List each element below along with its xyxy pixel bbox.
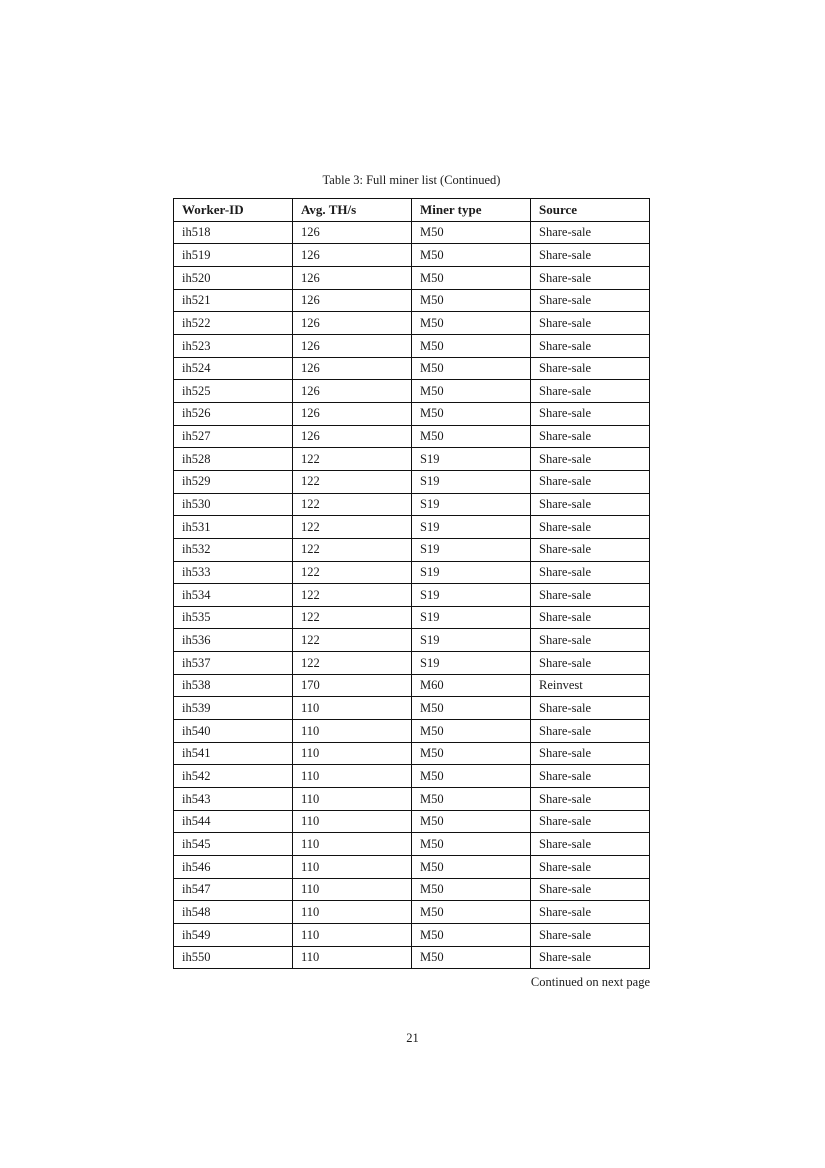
cell-miner-type: M50 <box>412 901 531 924</box>
table-row <box>174 289 650 312</box>
cell-worker-id: ih529 <box>174 470 293 493</box>
cell-source: Share-sale <box>531 765 650 788</box>
cell-miner-type: S19 <box>412 493 531 516</box>
cell-worker-id: ih521 <box>174 289 293 312</box>
cell-source: Share-sale <box>531 266 650 289</box>
cell-miner-type: M50 <box>412 856 531 879</box>
table-row <box>174 448 650 471</box>
table-row <box>174 425 650 448</box>
table-row <box>174 221 650 244</box>
cell-source: Share-sale <box>531 720 650 743</box>
continued-note: Continued on next page <box>530 975 650 989</box>
cell-source: Share-sale <box>531 833 650 856</box>
miner-table <box>173 198 650 969</box>
cell-avg-ths: 110 <box>293 720 412 743</box>
cell-worker-id: ih530 <box>174 493 293 516</box>
cell-miner-type: M50 <box>412 810 531 833</box>
cell-avg-ths: 122 <box>293 652 412 675</box>
cell-source: Share-sale <box>531 856 650 879</box>
table-row <box>174 470 650 493</box>
cell-avg-ths: 122 <box>293 448 412 471</box>
cell-miner-type: M50 <box>412 312 531 335</box>
cell-avg-ths: 122 <box>293 606 412 629</box>
cell-worker-id: ih524 <box>174 357 293 380</box>
cell-worker-id: ih537 <box>174 652 293 675</box>
table-row <box>174 606 650 629</box>
table-row <box>174 856 650 879</box>
cell-miner-type: S19 <box>412 516 531 539</box>
cell-worker-id: ih527 <box>174 425 293 448</box>
table-row <box>174 266 650 289</box>
table-row <box>174 493 650 516</box>
header-miner-type: Miner type <box>412 199 531 222</box>
cell-worker-id: ih548 <box>174 901 293 924</box>
cell-source: Reinvest <box>531 674 650 697</box>
cell-source: Share-sale <box>531 312 650 335</box>
cell-source: Share-sale <box>531 584 650 607</box>
cell-worker-id: ih526 <box>174 402 293 425</box>
cell-avg-ths: 110 <box>293 765 412 788</box>
cell-source: Share-sale <box>531 901 650 924</box>
cell-source: Share-sale <box>531 606 650 629</box>
table-row <box>174 380 650 403</box>
cell-worker-id: ih543 <box>174 788 293 811</box>
cell-miner-type: M50 <box>412 765 531 788</box>
cell-worker-id: ih522 <box>174 312 293 335</box>
table-row <box>174 765 650 788</box>
cell-miner-type: S19 <box>412 652 531 675</box>
table-row <box>174 629 650 652</box>
cell-avg-ths: 122 <box>293 584 412 607</box>
table-body <box>174 221 650 969</box>
cell-miner-type: M50 <box>412 742 531 765</box>
cell-source: Share-sale <box>531 380 650 403</box>
cell-miner-type: M50 <box>412 878 531 901</box>
cell-avg-ths: 122 <box>293 538 412 561</box>
table-row <box>174 901 650 924</box>
header-avg-ths: Avg. TH/s <box>293 199 412 222</box>
cell-miner-type: M50 <box>412 334 531 357</box>
cell-avg-ths: 126 <box>293 289 412 312</box>
cell-source: Share-sale <box>531 425 650 448</box>
table-row <box>174 652 650 675</box>
cell-miner-type: M50 <box>412 402 531 425</box>
cell-source: Share-sale <box>531 221 650 244</box>
cell-worker-id: ih550 <box>174 946 293 969</box>
cell-worker-id: ih545 <box>174 833 293 856</box>
table-row <box>174 334 650 357</box>
cell-miner-type: M50 <box>412 244 531 267</box>
cell-miner-type: S19 <box>412 584 531 607</box>
table-row <box>174 538 650 561</box>
cell-worker-id: ih536 <box>174 629 293 652</box>
cell-avg-ths: 110 <box>293 810 412 833</box>
cell-miner-type: M50 <box>412 697 531 720</box>
cell-miner-type: M50 <box>412 833 531 856</box>
cell-miner-type: M50 <box>412 425 531 448</box>
table-row <box>174 516 650 539</box>
cell-worker-id: ih534 <box>174 584 293 607</box>
cell-source: Share-sale <box>531 357 650 380</box>
cell-source: Share-sale <box>531 516 650 539</box>
cell-avg-ths: 110 <box>293 878 412 901</box>
cell-miner-type: M50 <box>412 266 531 289</box>
table-row <box>174 810 650 833</box>
cell-source: Share-sale <box>531 289 650 312</box>
cell-avg-ths: 126 <box>293 334 412 357</box>
cell-worker-id: ih520 <box>174 266 293 289</box>
cell-source: Share-sale <box>531 334 650 357</box>
cell-miner-type: M50 <box>412 924 531 947</box>
cell-worker-id: ih538 <box>174 674 293 697</box>
cell-avg-ths: 126 <box>293 357 412 380</box>
table-row <box>174 697 650 720</box>
cell-miner-type: M50 <box>412 357 531 380</box>
cell-source: Share-sale <box>531 448 650 471</box>
cell-worker-id: ih541 <box>174 742 293 765</box>
cell-avg-ths: 126 <box>293 380 412 403</box>
cell-source: Share-sale <box>531 810 650 833</box>
cell-source: Share-sale <box>531 402 650 425</box>
cell-avg-ths: 126 <box>293 425 412 448</box>
cell-worker-id: ih549 <box>174 924 293 947</box>
cell-worker-id: ih544 <box>174 810 293 833</box>
table-row <box>174 788 650 811</box>
cell-miner-type: M50 <box>412 946 531 969</box>
cell-source: Share-sale <box>531 244 650 267</box>
cell-avg-ths: 122 <box>293 629 412 652</box>
cell-worker-id: ih532 <box>174 538 293 561</box>
cell-source: Share-sale <box>531 878 650 901</box>
cell-worker-id: ih523 <box>174 334 293 357</box>
cell-source: Share-sale <box>531 788 650 811</box>
cell-avg-ths: 126 <box>293 221 412 244</box>
table-row <box>174 244 650 267</box>
cell-avg-ths: 110 <box>293 924 412 947</box>
cell-worker-id: ih535 <box>174 606 293 629</box>
cell-avg-ths: 122 <box>293 470 412 493</box>
page-number: 21 <box>406 1031 419 1045</box>
table-row <box>174 584 650 607</box>
table-row <box>174 561 650 584</box>
cell-worker-id: ih518 <box>174 221 293 244</box>
header-worker-id: Worker-ID <box>174 199 293 222</box>
cell-miner-type: M50 <box>412 720 531 743</box>
cell-avg-ths: 110 <box>293 697 412 720</box>
table-header-row <box>174 199 650 222</box>
cell-miner-type: S19 <box>412 629 531 652</box>
cell-miner-type: M50 <box>412 289 531 312</box>
cell-avg-ths: 122 <box>293 561 412 584</box>
cell-miner-type: S19 <box>412 470 531 493</box>
cell-worker-id: ih525 <box>174 380 293 403</box>
cell-miner-type: M50 <box>412 380 531 403</box>
cell-avg-ths: 110 <box>293 742 412 765</box>
cell-miner-type: S19 <box>412 606 531 629</box>
cell-avg-ths: 110 <box>293 856 412 879</box>
cell-avg-ths: 126 <box>293 312 412 335</box>
cell-source: Share-sale <box>531 946 650 969</box>
table-row <box>174 742 650 765</box>
cell-source: Share-sale <box>531 652 650 675</box>
cell-worker-id: ih542 <box>174 765 293 788</box>
cell-avg-ths: 126 <box>293 266 412 289</box>
cell-avg-ths: 126 <box>293 244 412 267</box>
cell-source: Share-sale <box>531 470 650 493</box>
cell-worker-id: ih547 <box>174 878 293 901</box>
table-row <box>174 720 650 743</box>
cell-avg-ths: 122 <box>293 516 412 539</box>
table-row <box>174 357 650 380</box>
table-row <box>174 402 650 425</box>
cell-miner-type: M60 <box>412 674 531 697</box>
cell-source: Share-sale <box>531 924 650 947</box>
table-row <box>174 674 650 697</box>
table-row <box>174 946 650 969</box>
cell-worker-id: ih531 <box>174 516 293 539</box>
table-row <box>174 878 650 901</box>
cell-avg-ths: 110 <box>293 946 412 969</box>
cell-avg-ths: 110 <box>293 901 412 924</box>
table-row <box>174 312 650 335</box>
cell-miner-type: M50 <box>412 788 531 811</box>
cell-source: Share-sale <box>531 697 650 720</box>
cell-source: Share-sale <box>531 538 650 561</box>
cell-avg-ths: 122 <box>293 493 412 516</box>
cell-source: Share-sale <box>531 629 650 652</box>
cell-miner-type: S19 <box>412 448 531 471</box>
cell-worker-id: ih546 <box>174 856 293 879</box>
cell-source: Share-sale <box>531 561 650 584</box>
cell-worker-id: ih519 <box>174 244 293 267</box>
cell-miner-type: S19 <box>412 561 531 584</box>
cell-source: Share-sale <box>531 493 650 516</box>
cell-worker-id: ih533 <box>174 561 293 584</box>
cell-worker-id: ih528 <box>174 448 293 471</box>
table-caption: Table 3: Full miner list (Continued) <box>322 173 501 187</box>
table-row <box>174 924 650 947</box>
cell-source: Share-sale <box>531 742 650 765</box>
header-source: Source <box>531 199 650 222</box>
cell-miner-type: M50 <box>412 221 531 244</box>
cell-avg-ths: 110 <box>293 833 412 856</box>
cell-worker-id: ih540 <box>174 720 293 743</box>
table-row <box>174 833 650 856</box>
cell-avg-ths: 110 <box>293 788 412 811</box>
cell-miner-type: S19 <box>412 538 531 561</box>
cell-worker-id: ih539 <box>174 697 293 720</box>
cell-avg-ths: 170 <box>293 674 412 697</box>
cell-avg-ths: 126 <box>293 402 412 425</box>
